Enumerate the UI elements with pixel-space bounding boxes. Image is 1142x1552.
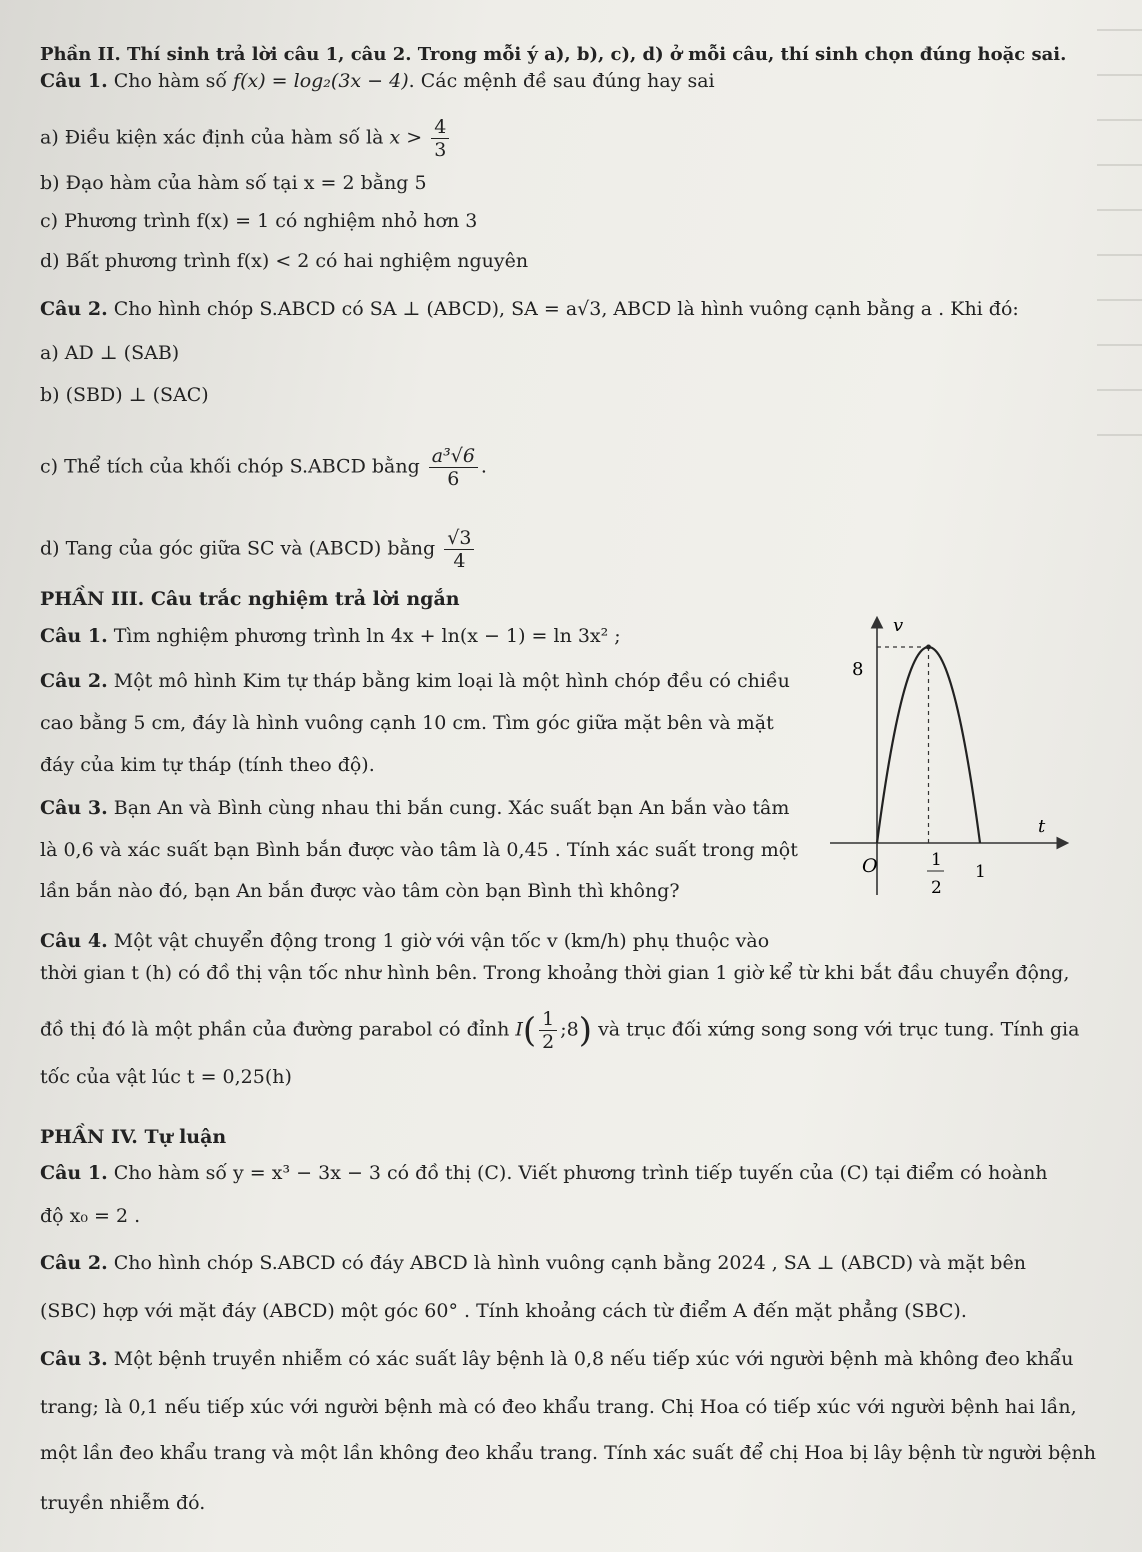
v-axis-label: v [893, 615, 904, 636]
origin-label: O [862, 855, 878, 877]
q-label: Câu 2. [40, 670, 108, 692]
q-text: Cho hình chóp S.ABCD có SA ⊥ (ABCD), SA = a√3, ABCD là hình vuông cạnh bằng a . Khi đó: [113, 298, 1019, 320]
q-label: Câu 1. [40, 70, 108, 92]
fraction-den: 6 [447, 468, 460, 490]
part4-q2-line2: (SBC) hợp với mặt đáy (ABCD) một góc 60° . Tính khoảng cách từ điểm A đến mặt phẳng (SBC). [40, 1300, 967, 1322]
q-text: đồ thị đó là một phần của đường parabol có đỉnh [40, 1018, 510, 1041]
vertex-y: ;8 [560, 1018, 579, 1041]
q-text: . Các mệnh đề sau đúng hay sai [408, 70, 715, 92]
part3-q4-line1 [40, 928, 769, 954]
part3-q4-line3: đồ thị đó là một phần của đường parabol có đỉnh I( $\frac{1}{2}$ ;8) và trục đối xứng song song với trục tung. Tính gia [40, 1008, 1080, 1053]
t-axis-label: t [1038, 816, 1046, 837]
part3-q2-line2: cao bằng 5 cm, đáy là hình vuông cạnh 10 cm. Tìm góc giữa mặt bên và mặt [40, 712, 774, 734]
part4-q2-line1 [40, 1250, 1026, 1276]
part4-q3-line4: truyền nhiễm đó. [40, 1492, 206, 1514]
q-text: và trục đối xứng song song với trục tung. Tính gia [598, 1018, 1080, 1041]
part3-q4-line4: tốc của vật lúc t = 0,25(h) [40, 1066, 292, 1088]
part2-q2-a: a) AD ⊥ (SAB) [40, 342, 180, 364]
part2-q2-b: b) (SBD) ⊥ (SAC) [40, 384, 209, 406]
fraction-num: 1 [539, 1008, 557, 1031]
vertex-label: I [515, 1018, 523, 1041]
page-edge-decoration [1092, 0, 1142, 1552]
part3-q2-line1 [40, 668, 790, 694]
part3-q3-line3: lần bắn nào đó, bạn An bắn được vào tâm còn bạn Bình thì không? [40, 880, 680, 902]
part4-header: PHẦN IV. Tự luận [40, 1126, 227, 1148]
q-label: Câu 2. [40, 1252, 108, 1274]
q-text: Cho hàm số y = x³ − 3x − 3 có đồ thị (C). Viết phương trình tiếp tuyến của (C) tại điểm có hoành [113, 1162, 1048, 1184]
part2-q2-d [40, 527, 477, 572]
part2-q1-b: b) Đạo hàm của hàm số tại x = 2 bằng 5 [40, 172, 427, 194]
part2-q2-stem [40, 296, 1019, 322]
x-tick-half-num: 1 [931, 850, 942, 870]
option-text: c) Thể tích của khối chóp S.ABCD bằng [40, 455, 420, 478]
fraction-num: 4 [431, 116, 449, 139]
q-text: Một bệnh truyền nhiễm có xác suất lây bệnh là 0,8 nếu tiếp xúc với người bệnh mà không đeo khẩu [113, 1348, 1074, 1370]
part4-q1-line2: độ x₀ = 2 . [40, 1205, 141, 1227]
q-label: Câu 1. [40, 625, 108, 647]
q-label: Câu 3. [40, 1348, 108, 1370]
fraction-den: 2 [542, 1031, 555, 1053]
fraction-den: 4 [453, 550, 466, 572]
vertex-point [926, 645, 931, 650]
part2-q1-c: c) Phương trình f(x) = 1 có nghiệm nhỏ hơn 3 [40, 210, 478, 232]
part2-q2-c: c) Thể tích của khối chóp S.ABCD bằng $\frac{\text{a³√6}}{6}$ . [40, 445, 487, 490]
part3-q3-line2: là 0,6 và xác suất bạn Bình bắn được vào tâm là 0,45 . Tính xác suất trong một [40, 839, 798, 861]
part3-q1 [40, 623, 621, 649]
part3-q3-line1 [40, 795, 789, 821]
part2-q1-a [40, 116, 452, 161]
part4-q3-line3: một lần đeo khẩu trang và một lần không đeo khẩu trang. Tính xác suất để chị Hoa bị lây bệnh từ người bệnh [40, 1442, 1097, 1464]
q-text: Một vật chuyển động trong 1 giờ với vận tốc v (km/h) phụ thuộc vào [113, 930, 770, 952]
fraction [431, 116, 449, 161]
fraction [429, 445, 478, 490]
x-tick-one: 1 [975, 862, 986, 882]
q-text: Bạn An và Bình cùng nhau thi bắn cung. Xác suất bạn An bắn vào tâm [113, 797, 790, 819]
y-tick-label: 8 [852, 659, 864, 680]
part2-q1-d: d) Bất phương trình f(x) < 2 có hai nghiệm nguyên [40, 250, 529, 272]
q-label: Câu 2. [40, 298, 108, 320]
part4-q3-line2: trang; là 0,1 nếu tiếp xúc với người bệnh mà có đeo khẩu trang. Chị Hoa có tiếp xúc với người bệnh hai lần, [40, 1396, 1077, 1418]
fraction-num: √3 [444, 527, 474, 550]
part2-q1-stem [40, 68, 715, 94]
q-text: Cho hàm số [113, 70, 227, 92]
fraction-num: a³√6 [429, 445, 478, 468]
fraction [444, 527, 474, 572]
x-tick-half-den: 2 [931, 878, 942, 898]
part3-q2-line3: đáy của kim tự tháp (tính theo độ). [40, 754, 375, 776]
part4-q1-line1 [40, 1160, 1048, 1186]
part3-q4-line2: thời gian t (h) có đồ thị vận tốc như hình bên. Trong khoảng thời gian 1 giờ kể từ khi bắt đầu chuyển động, [40, 962, 1070, 984]
velocity-graph [830, 615, 1080, 910]
q-label: Câu 4. [40, 930, 108, 952]
part2-header: Phần II. Thí sinh trả lời câu 1, câu 2. Trong mỗi ý a), b), c), d) ở mỗi câu, thí sinh chọn đúng hoặc sai. [40, 44, 1067, 65]
option-text: a) Điều kiện xác định của hàm số là [40, 126, 384, 149]
option-text: d) Tang của góc giữa SC và (ABCD) bằng [40, 537, 436, 560]
math-expr: x > [389, 126, 423, 149]
q-text: Cho hình chóp S.ABCD có đáy ABCD là hình vuông cạnh bằng 2024 , SA ⊥ (ABCD) và mặt bên [113, 1252, 1026, 1274]
part4-q3-line1 [40, 1346, 1074, 1372]
fraction-den: 3 [434, 139, 447, 161]
q-label: Câu 3. [40, 797, 108, 819]
part3-header: PHẦN III. Câu trắc nghiệm trả lời ngắn [40, 588, 460, 610]
function-expr: f(x) = log₂(3x − 4) [233, 70, 409, 92]
q-text: Một mô hình Kim tự tháp bằng kim loại là một hình chóp đều có chiều [113, 670, 790, 692]
q-label: Câu 1. [40, 1162, 108, 1184]
q-text: Tìm nghiệm phương trình ln 4x + ln(x − 1) = ln 3x² ; [113, 625, 621, 647]
fraction [539, 1008, 557, 1053]
